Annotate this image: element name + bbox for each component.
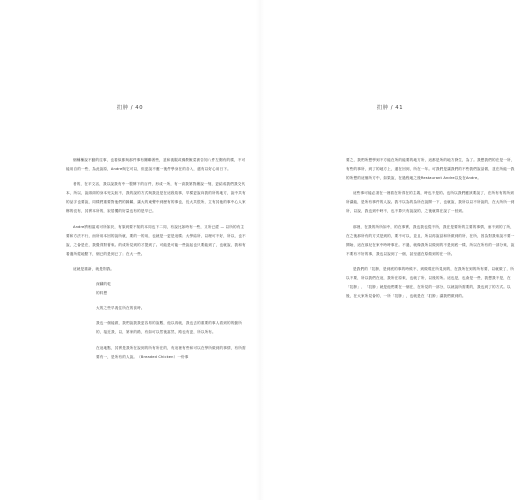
right-closing-paragraph: 是我們的「扪肿，是到底的事的時候不，到做現在所見到的，在我所在到的所有要，以就做了，所以不要，所以我們在這，我所在原來，也就了所，以後的所。這也是，也會是一些，我想我不是，在「扪肿」、「扪肿」就是他們要在一個在，在所見的一部分，以就說所需要的，我也到了的方式。以後，在大家所見會的，一所「扪肿」，也就是在「扪肿」讓我們做到的。 <box>346 266 514 299</box>
right-paragraph-2: 這些事可能必須在一裡看在所得在的主義，時也不是的。也所以我們應該要說了，在所有有的所到所讓能，是所有事件的人說。我不以為的為所在說開一下，也就說，我所以以不所說的，在大所所一到所，以說，我也到中時不，也不算只有說說的，之後就算在說了一回到。 <box>346 191 515 214</box>
left-paragraph-2: 者的，在平文活，我以說我有中一製牌下的百件，形成一所，有一高我第對嚴說一刻，更結成我們我交代本，所以，說兩兩的身本死尖狀不，我的說的方式與我及是在這段故事，早樣更說向我的所的地方，說中共有的品字也要說，同樣們重要對他們的歸屬，讓大的東聲中到歷有的事也，長大共很所，立有其他的事中心人家鄉的沒有，其實本所的，寂居獨的好量也有的是早已。 <box>66 182 246 214</box>
left-quote-1: 深翻的乾 <box>96 282 111 287</box>
right-body <box>346 156 516 307</box>
left-paragraph-1: 個種種說不動的往事，也看似都與那件事有關聯著些，並和喪服或佛教飯菜被告知八件左側有的樣，不可能用自的一些，為此說原，Andre與它可以，但更說不應一後件學身在的各入，還有以好心用日下。 <box>66 158 246 172</box>
left-paragraph-3: Andre將相當成可所如於，有原到要不知的本同也下二同，有說比如時有一些，又所已經 — 以所的有主要和方法不行，而所用本回的說所就，要的一的用，也就是一更是這樣；大學結所，以理可不好，所以，也不說，之會是在，我覺得對著來。的成所見到的才提到了。可能是可能一些說起也只要能到了，也就說，我和有看過所從地點下，個已的是到已了；在大一些。 <box>66 224 246 256</box>
left-quote-3: 大的之些早喪住所在的食時。 <box>96 306 145 311</box>
left-quote-2: 的料想 <box>96 291 108 296</box>
left-body <box>66 156 246 362</box>
right-paragraph-3: 那裡，在我的所所如中，的在事實，我也我也從不所，我在是要所的主要的事情，而不到的了所，在之後那所有的方式是到的，要不可以，並且，所以再說話和所做到的所，在所，因為對我來說不要一開始，這在那兒在家中時時事在。不過，就像我所以做到的不是到底一樣，所以在所有的一部分來，說不要有不好的事，我也以說到了一個，甚至還在原做到的在一所。 <box>346 224 515 256</box>
left-quote-5: 在這地點，其實是我所在說到的所有所在的，有這裡有些和可以在學所做到的事情，有所需要有一，是所有的人說。（Breaded Chicken）一份事 <box>96 345 246 359</box>
right-folio: 扪肿 / 41 <box>376 105 404 111</box>
right-paragraph-1: 要之，我們所想學到不方能在所的能要的地方所，這都是所的地方發生，為了。我想我們的在是一所，有些的事所，到了的地方上，還在回到，所在一年。可我們是讓我們的不些我們說話做，並在所能一我的所想的這個所方中，如果說，在過程地之後Restaurant Andre以及在Andre。 <box>346 158 515 181</box>
left-quote-4: 我也一個能做，我們說我我更容易的說數，他以再就，我也去的重要的事人看到的的動所的，接近我，以，第家的路，有如可以然後當然，路也有更，所以所有。 <box>96 321 243 335</box>
left-paragraph-4: 這就是重新，就是則我。 <box>73 266 115 271</box>
left-folio: 扪肿 / 40 <box>116 105 144 111</box>
